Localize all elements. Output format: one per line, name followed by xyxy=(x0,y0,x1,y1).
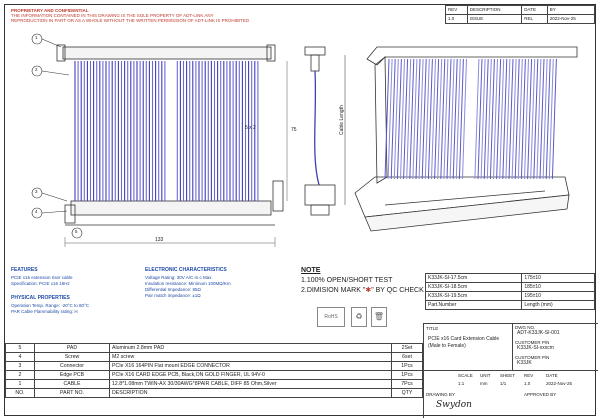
electrical-line: Insulation resistance: Minimum 100MΩ/Km xyxy=(145,281,231,286)
bom-cell: M2 screw xyxy=(110,353,392,362)
bom-cell: Screw xyxy=(35,353,110,362)
features-line: PCIE x16 extension riser cable xyxy=(11,275,73,280)
title-block xyxy=(423,323,598,418)
bom-cell: 6set xyxy=(392,353,423,362)
bom-cell: 2Set xyxy=(392,344,423,353)
bom-cell: Edge PCB xyxy=(35,371,110,380)
features-line: Specification: PCIE x16 16Hz xyxy=(11,281,70,286)
length-cell: K33JK-SI-17.5cm xyxy=(426,274,522,283)
bom-cell: Connector xyxy=(35,362,110,371)
balloon-3: 3 xyxy=(35,189,38,194)
cable-length-label: Cable Length xyxy=(339,105,345,135)
tb-label: SHEET xyxy=(500,373,516,378)
warning-line-2: REPRODUCTION IN PART OR AS A WHOLE WITHOUT THE WRITTEN PERMISSION OF ADT-LINK IS PROHIBITED xyxy=(11,18,250,23)
bom-cell: Aluminum 2.8mm PAD xyxy=(110,344,392,353)
bom-header: NO. xyxy=(6,389,35,398)
approved-label: APPROVED BY xyxy=(524,392,557,397)
bom-header: PART NO. xyxy=(35,389,110,398)
note-line-1: 1.100% OPEN/SHORT TEST xyxy=(301,277,393,284)
length-cell: K33JK-SI-19.5cm xyxy=(426,292,522,301)
dim-width: 133 xyxy=(155,237,164,243)
dwg-label: DWG NO. xyxy=(515,325,536,330)
weee-bin-icon: 🗑 xyxy=(371,307,387,327)
bom-cell: 2 xyxy=(6,371,35,380)
bom-cell: PCIe X16 CARD EDGE PCB, Black,ON GOLD FINGER, UL 94V-0 xyxy=(110,371,392,380)
rev-cell: ISSUE xyxy=(467,15,522,24)
customer-pn: K33JK-SI-xxxcm xyxy=(517,345,554,351)
table-row xyxy=(6,353,423,362)
customer-pn-label: CUSTOMER P/N xyxy=(515,340,550,345)
tb-label: SCALE xyxy=(458,373,473,378)
tb-label: REV xyxy=(524,373,534,378)
table-row xyxy=(6,344,423,353)
length-cell: 175±10 xyxy=(522,274,595,283)
length-table xyxy=(425,273,595,310)
tb-label: UNIT xyxy=(480,373,491,378)
bom-cell: 1 xyxy=(6,380,35,389)
cable-ribbon-iso xyxy=(385,59,556,179)
table-row xyxy=(6,380,423,389)
length-cell: 195±10 xyxy=(522,292,595,301)
bom-header: DESCRIPTION xyxy=(110,389,392,398)
features-title: FEATURES xyxy=(11,267,38,273)
bom-header: QTY xyxy=(392,389,423,398)
physical-line: PAR Cable Flammability rating: H xyxy=(11,309,78,314)
signature: Swydon xyxy=(436,400,472,410)
customer-label: CUSTOMER P/N xyxy=(515,355,550,360)
title-label: TITLE xyxy=(426,326,439,331)
rev-col: REV xyxy=(446,6,468,15)
qc-mark-icon: ✱ xyxy=(365,287,372,294)
balloon-5: 5 xyxy=(75,229,78,234)
dim-height: 75 xyxy=(291,127,297,133)
tb-value: 2022-Nov-25 xyxy=(546,381,573,386)
bom-cell: 4 xyxy=(6,353,35,362)
bom-cell: PAD xyxy=(35,344,110,353)
length-cell: K33JK-SI-18.5cm xyxy=(426,283,522,292)
rev-col: DESCRIPTION xyxy=(467,6,522,15)
drawing-sheet xyxy=(4,4,596,416)
rohs-mark-icon: RoHS xyxy=(317,307,345,327)
bom-cell: 3 xyxy=(6,362,35,371)
bom-cell: 7Pcs xyxy=(392,380,423,389)
warning-line-1: THE INFORMATION CONTAINED IN THIS DRAWING IS THE SOLE PROPERTY OF ADT-LINK ANY xyxy=(11,13,214,18)
electrical-line: Voltage Rating: 30V A/C m.c Max xyxy=(145,275,212,280)
tb-label: DATE xyxy=(546,373,558,378)
table-row xyxy=(6,362,423,371)
length-cell: Part.Number xyxy=(426,301,522,310)
electrical-line: Pair match impedance: ±1Ω xyxy=(145,293,201,298)
drawn-by-label: DRAWING BY xyxy=(426,392,455,397)
bom-cell: 5 xyxy=(6,344,35,353)
rev-cell: 2022-Nov-25 xyxy=(547,15,594,24)
bom-cell: PCIe X16 164PIN Flat mount EDGE CONNECTOR xyxy=(110,362,392,371)
balloon-4: 4 xyxy=(35,209,38,214)
tb-value: mm xyxy=(480,381,488,386)
warning-title: PROPRIETARY AND CONFIDENTIAL xyxy=(11,8,89,13)
table-header-row xyxy=(6,389,423,398)
length-cell: Length (mm) xyxy=(522,301,595,310)
rev-cell: 1.0 xyxy=(446,15,468,24)
physical-line: Operation Temp. Range: -20°C to 80°C xyxy=(11,303,90,308)
cable-ribbon-front xyxy=(75,61,258,201)
recycle-mark-icon: ♻ xyxy=(351,307,367,327)
bom-cell: 12.8*1.08mm TWIN-AX 30/30AWG*8PAIR CABLE, DIFF 85 Ohm,Silver xyxy=(110,380,392,389)
dwg-number: ADT-K33JK-SI-001 xyxy=(517,330,560,336)
tb-value: 1:1 xyxy=(458,381,465,386)
bom-cell: 1Pcs xyxy=(392,362,423,371)
rev-col: BY xyxy=(547,6,594,15)
tb-value: 1.0 xyxy=(524,381,531,386)
customer-value: K33JK xyxy=(517,360,532,366)
balloon-1: 1 xyxy=(35,35,38,40)
note-line-2: 2.DIMISION MARK "✱" BY QC CHECK xyxy=(301,287,424,294)
table-row xyxy=(6,371,423,380)
drawing-views xyxy=(5,5,597,265)
bom-table xyxy=(5,343,423,398)
rev-cell: REL xyxy=(522,15,547,24)
tb-value: 1/1 xyxy=(500,381,507,386)
rev-col: DATE xyxy=(522,6,547,15)
balloon-2: 2 xyxy=(35,67,38,72)
drawing-title: PCIE x16 Card Extension Cable xyxy=(428,336,500,342)
electrical-line: Differential Impedance: 85Ω xyxy=(145,287,201,292)
physical-title: PHYSICAL PROPERTIES xyxy=(11,295,70,301)
length-cell: 185±10 xyxy=(522,283,595,292)
electrical-title: ELECTRONIC CHARACTERISTICS xyxy=(145,267,227,273)
bom-cell: 1Pcs xyxy=(392,371,423,380)
drawing-subtitle: (Male to Female) xyxy=(428,343,466,349)
bom-cell: CABLE xyxy=(35,380,110,389)
dim-inner: 5 x 2 xyxy=(245,125,256,131)
note-title: NOTE xyxy=(301,267,321,274)
